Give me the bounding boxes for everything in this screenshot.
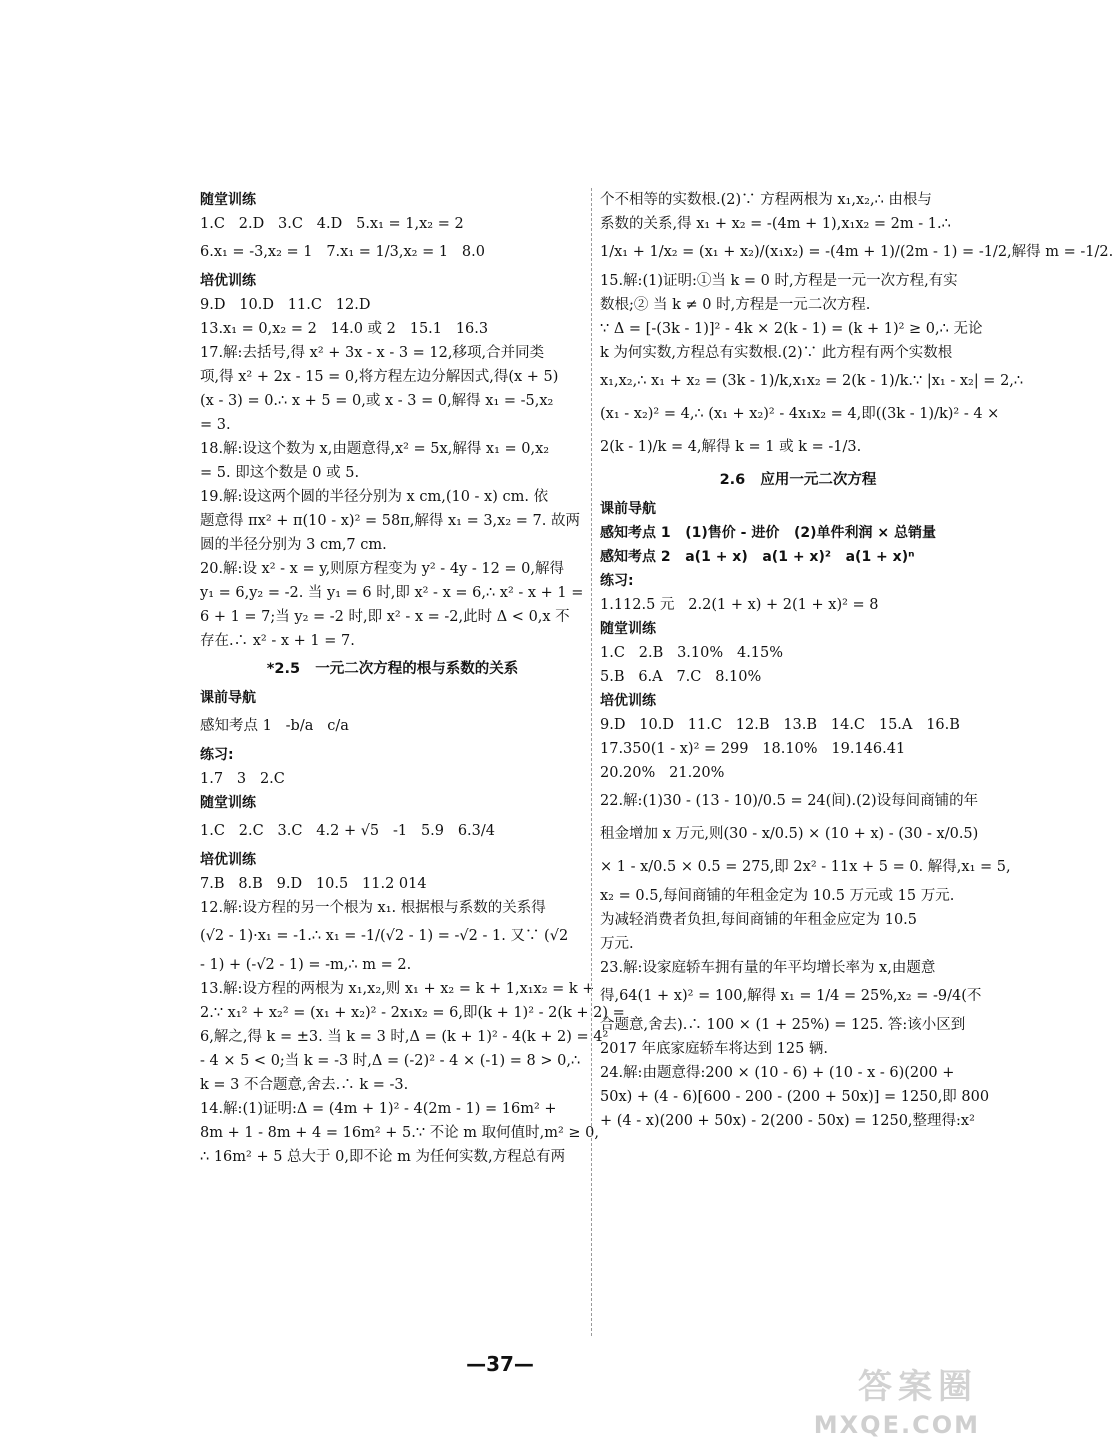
text-line: - 1) + (-√2 - 1) = -m,∴ m = 2. <box>200 957 412 973</box>
text-line: 感知考点 1 -b/a c/a <box>200 718 349 734</box>
text-line: 19.解:设这两个圆的半径分别为 x cm,(10 - x) cm. 依 <box>200 489 549 505</box>
text-line: 2.∵ x₁² + x₂² = (x₁ + x₂)² - 2x₁x₂ = 6,即(k + 1)² - 2(k + 2) = <box>200 1005 625 1021</box>
subsection-heading: 随堂训练 <box>600 621 656 637</box>
text-line: y₁ = 6,y₂ = -2. 当 y₁ = 6 时,即 x² - x = 6,∴ x² - x + 1 = <box>200 585 584 601</box>
text-line: × 1 - x/0.5 × 0.5 = 275,即 2x² - 11x + 5 = 0. 解得,x₁ = 5, <box>600 859 1011 875</box>
text-line: 为减轻消费者负担,每间商铺的年租金应定为 10.5 <box>600 912 918 928</box>
text-line: 存在.∴ x² - x + 1 = 7. <box>200 633 355 649</box>
text-line: 15.解:(1)证明:①当 k = 0 时,方程是一元一次方程,有实 <box>600 273 958 289</box>
watermark-text: 答案圈 <box>858 1367 978 1407</box>
text-line: k = 3 不合题意,舍去.∴ k = -3. <box>200 1077 409 1093</box>
text-line: 18.解:设这个数为 x,由题意得,x² = 5x,解得 x₁ = 0,x₂ <box>200 441 550 457</box>
subsection-heading: 培优训练 <box>600 693 656 709</box>
text-line: 12.解:设方程的另一个根为 x₁. 根据根与系数的关系得 <box>200 900 546 916</box>
subsection-heading: 感知考点 1 (1)售价 - 进价 (2)单件利润 × 总销量 <box>600 525 936 541</box>
text-line: + (4 - x)(200 + 50x) - 2(200 - 50x) = 1250,整理得:x² <box>600 1113 975 1129</box>
text-line: 圆的半径分别为 3 cm,7 cm. <box>200 537 387 553</box>
subsection-heading: 练习: <box>200 747 234 763</box>
text-line: 17.350(1 - x)² = 299 18.10% 19.146.41 <box>600 741 906 757</box>
text-line: ∵ Δ = [-(3k - 1)]² - 4k × 2(k - 1) = (k + 1)² ≥ 0,∴ 无论 <box>600 321 983 337</box>
text-line: 万元. <box>600 936 634 952</box>
text-line: 6,解之,得 k = ±3. 当 k = 3 时,Δ = (k + 1)² - 4(k + 2) = 4² <box>200 1029 609 1045</box>
text-line: 50x) + (4 - 6)[600 - 200 - (200 + 50x)] = 1250,即 800 <box>600 1089 990 1105</box>
text-line: 1/x₁ + 1/x₂ = (x₁ + x₂)/(x₁x₂) = -(4m + 1)/(2m - 1) = -1/2,解得 m = -1/2. <box>600 244 1113 260</box>
watermark-url: MXQE.COM <box>813 1411 980 1439</box>
subsection-heading: 课前导航 <box>200 690 256 706</box>
text-line: 17.解:去括号,得 x² + 3x - x - 3 = 12,移项,合并同类 <box>200 345 545 361</box>
page-number: —37— <box>466 1352 534 1376</box>
text-line: 1.C 2.C 3.C 4.2 + √5 -1 5.9 6.3/4 <box>200 823 495 839</box>
text-line: 24.解:由题意得:200 × (10 - 6) + (10 - x - 6)(200 + <box>600 1065 955 1081</box>
subsection-heading: 随堂训练 <box>200 795 256 811</box>
text-line: 6.x₁ = -3,x₂ = 1 7.x₁ = 1/3,x₂ = 1 8.0 <box>200 244 485 260</box>
text-line: 1.C 2.B 3.10% 4.15% <box>600 645 784 661</box>
text-line: 14.解:(1)证明:Δ = (4m + 1)² - 4(2m - 1) = 16m² + <box>200 1101 557 1117</box>
text-line: - 4 × 5 < 0;当 k = -3 时,Δ = (-2)² - 4 × (-1) = 8 > 0,∴ <box>200 1053 581 1069</box>
text-line: 22.解:(1)30 - (13 - 10)/0.5 = 24(间).(2)设每间商铺的年 <box>600 793 979 809</box>
text-line: x₂ = 0.5,每间商铺的年租金定为 10.5 万元或 15 万元. <box>600 888 955 904</box>
right-column <box>600 188 1113 1133</box>
subsection-heading: 感知考点 2 a(1 + x) a(1 + x)² a(1 + x)ⁿ <box>600 549 915 565</box>
text-line: ∴ 16m² + 5 总大于 0,即不论 m 为任何实数,方程总有两 <box>200 1149 566 1165</box>
text-line: x₁,x₂,∴ x₁ + x₂ = (3k - 1)/k,x₁x₂ = 2(k - 1)/k.∵ |x₁ - x₂| = 2,∴ <box>600 373 1024 389</box>
text-line: = 5. 即这个数是 0 或 5. <box>200 465 360 481</box>
text-line: 1.C 2.D 3.C 4.D 5.x₁ = 1,x₂ = 2 <box>200 216 464 232</box>
subsection-heading: 培优训练 <box>200 852 256 868</box>
subsection-heading: 随堂训练 <box>200 192 256 208</box>
text-line: 题意得 πx² + π(10 - x)² = 58π,解得 x₁ = 3,x₂ = 7. 故两 <box>200 513 580 529</box>
text-line: 9.D 10.D 11.C 12.B 13.B 14.C 15.A 16.B <box>600 717 960 733</box>
text-line: k 为何实数,方程总有实数根.(2)∵ 此方程有两个实数根 <box>600 345 953 361</box>
section-title: 2.6 应用一元二次方程 <box>719 472 877 488</box>
text-line: 13.解:设方程的两根为 x₁,x₂,则 x₁ + x₂ = k + 1,x₁x₂ = k + <box>200 981 595 997</box>
text-line: 7.B 8.B 9.D 10.5 11.2 014 <box>200 876 427 892</box>
text-line: 5.B 6.A 7.C 8.10% <box>600 669 762 685</box>
text-line: 个不相等的实数根.(2)∵ 方程两根为 x₁,x₂,∴ 由根与 <box>600 192 932 208</box>
text-line: (x₁ - x₂)² = 4,∴ (x₁ + x₂)² - 4x₁x₂ = 4,即((3k - 1)/k)² - 4 × <box>600 406 1000 422</box>
text-line: 8m + 1 - 8m + 4 = 16m² + 5.∵ 不论 m 取何值时,m² ≥ 0, <box>200 1125 600 1141</box>
text-line: 2(k - 1)/k = 4,解得 k = 1 或 k = -1/3. <box>600 439 862 455</box>
text-line: 13.x₁ = 0,x₂ = 2 14.0 或 2 15.1 16.3 <box>200 321 489 337</box>
text-line: 23.解:设家庭轿车拥有量的年平均增长率为 x,由题意 <box>600 960 936 976</box>
watermark-logo <box>800 1359 990 1439</box>
text-line: = 3. <box>200 417 231 433</box>
text-line: 系数的关系,得 x₁ + x₂ = -(4m + 1),x₁x₂ = 2m - 1.∴ <box>600 216 951 232</box>
subsection-heading: 课前导航 <box>600 501 656 517</box>
subsection-heading: 培优训练 <box>200 273 256 289</box>
text-line: 9.D 10.D 11.C 12.D <box>200 297 371 313</box>
text-line: 项,得 x² + 2x - 15 = 0,将方程左边分解因式,得(x + 5) <box>200 369 559 385</box>
text-line: 2017 年底家庭轿车将达到 125 辆. <box>600 1041 829 1057</box>
section-title: *2.5 一元二次方程的根与系数的关系 <box>266 661 519 677</box>
subsection-heading: 练习: <box>600 573 634 589</box>
text-line: 得,64(1 + x)² = 100,解得 x₁ = 1/4 = 25%,x₂ = -9/4(不 <box>600 988 982 1004</box>
text-line: (x - 3) = 0.∴ x + 5 = 0,或 x - 3 = 0,解得 x₁ = -5,x₂ <box>200 393 554 409</box>
text-line: 合题意,舍去).∴ 100 × (1 + 25%) = 125. 答:该小区到 <box>600 1017 966 1033</box>
text-line: 数根;② 当 k ≠ 0 时,方程是一元二次方程. <box>600 297 871 313</box>
text-line: 1.7 3 2.C <box>200 771 285 787</box>
column-divider <box>591 188 592 1336</box>
text-line: 20.解:设 x² - x = y,则原方程变为 y² - 4y - 12 = 0,解得 <box>200 561 565 577</box>
text-line: 1.112.5 元 2.2(1 + x) + 2(1 + x)² = 8 <box>600 597 879 613</box>
text-line: 6 + 1 = 7;当 y₂ = -2 时,即 x² - x = -2,此时 Δ < 0,x 不 <box>200 609 570 625</box>
text-line: (√2 - 1)·x₁ = -1.∴ x₁ = -1/(√2 - 1) = -√2 - 1. 又∵ (√2 <box>200 928 569 944</box>
text-line: 20.20% 21.20% <box>600 765 725 781</box>
text-line: 租金增加 x 万元,则(30 - x/0.5) × (10 + x) - (30 - x/0.5) <box>600 826 979 842</box>
